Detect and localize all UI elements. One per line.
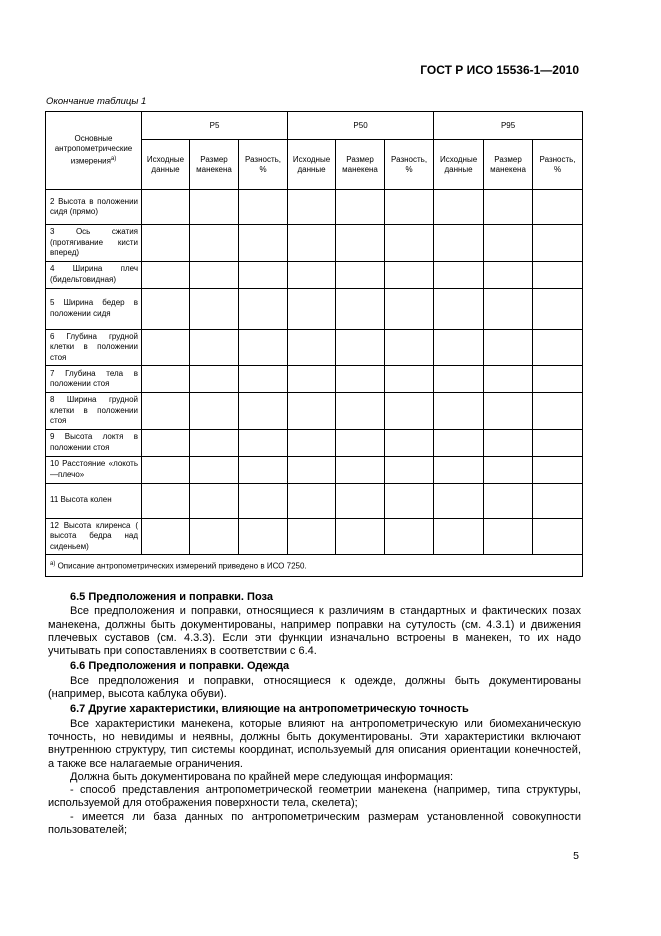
empty-cell [336,261,385,288]
empty-cell [533,393,583,430]
empty-cell [239,393,288,430]
subcolumn-header: Разность, % [533,140,583,190]
empty-cell [385,393,434,430]
empty-cell [239,288,288,329]
paragraph: - имеется ли база данных по антропометрическим размерам установленной совокупности пользователей; [48,810,581,837]
empty-cell [239,366,288,393]
empty-cell [336,518,385,555]
empty-cell [533,288,583,329]
row-label: 3 Ось сжатия (протягивание кисти вперед) [46,225,142,262]
empty-cell [190,190,239,225]
empty-cell [288,225,336,262]
empty-cell [484,190,533,225]
row-header-label: Основные антропометрические измерения$^{а)}$ [46,112,142,190]
row-label: 7 Глубина тела в положении стоя [46,366,142,393]
empty-cell [142,393,190,430]
empty-cell [142,366,190,393]
subcolumn-header: Разность, % [239,140,288,190]
row-label: 11 Высота колен [46,483,142,518]
table-row [46,261,583,288]
section-heading: 6.6 Предположения и поправки. Одежда [70,660,290,673]
empty-cell [288,366,336,393]
empty-cell [190,329,239,366]
section-heading: 6.5 Предположения и поправки. Поза [70,591,273,603]
empty-cell [142,225,190,262]
empty-cell [484,329,533,366]
body-text [48,589,581,837]
empty-cell [142,190,190,225]
empty-cell [239,429,288,456]
empty-cell [533,456,583,483]
empty-cell [484,225,533,262]
empty-cell [142,429,190,456]
empty-cell [239,225,288,262]
empty-cell [385,329,434,366]
empty-cell [142,288,190,329]
empty-cell [288,456,336,483]
empty-cell [288,261,336,288]
empty-cell [385,366,434,393]
empty-cell [288,429,336,456]
row-label: 9 Высота локтя в положении стоя [46,429,142,456]
empty-cell [533,261,583,288]
group-header: P50 [288,112,434,140]
empty-cell [385,225,434,262]
empty-cell [288,483,336,518]
empty-cell [288,329,336,366]
empty-cell [190,483,239,518]
empty-cell [484,261,533,288]
empty-cell [533,518,583,555]
empty-cell [336,225,385,262]
paragraph: Все характеристики манекена, которые влияют на антропометрическую или биомеханическую точность, но невидимы и неявны, должны быть документированы. Эти характеристики включают внутреннюю структуру, тип системы координат, используемый для описания ориентации конечностей, а также все налагаемые ограничения. [48,717,581,770]
empty-cell [434,393,484,430]
empty-cell [533,483,583,518]
empty-cell [533,329,583,366]
row-label: 2 Высота в положении сидя (прямо) [46,190,142,225]
table-row [46,456,583,483]
empty-cell [239,261,288,288]
empty-cell [533,366,583,393]
table-row [46,329,583,366]
table-caption: Окончание таблицы 1 [46,96,147,107]
empty-cell [190,456,239,483]
table-row [46,429,583,456]
empty-cell [190,518,239,555]
table-row [46,483,583,518]
row-label: 10 Расстояние «локоть—плечо» [46,456,142,483]
row-label: 8 Ширина грудной клетки в положении стоя [46,393,142,430]
empty-cell [533,190,583,225]
empty-cell [239,483,288,518]
empty-cell [239,518,288,555]
empty-cell [142,456,190,483]
empty-cell [434,225,484,262]
empty-cell [190,393,239,430]
empty-cell [434,518,484,555]
row-label: 12 Высота клиренса ( высота бедра над сиденьем) [46,518,142,555]
empty-cell [484,429,533,456]
empty-cell [484,483,533,518]
empty-cell [385,190,434,225]
empty-cell [385,483,434,518]
empty-cell [239,329,288,366]
empty-cell [142,518,190,555]
empty-cell [336,366,385,393]
empty-cell [533,429,583,456]
page-number: 5 [573,850,579,862]
empty-cell [484,288,533,329]
empty-cell [190,261,239,288]
table-footnote: $^{а)}$ Описание антропометрических измерений приведено в ИСО 7250. [46,555,583,577]
anthropometric-table [45,111,583,577]
empty-cell [484,456,533,483]
empty-cell [484,393,533,430]
subcolumn-header: Размер манекена [190,140,239,190]
table-row [46,393,583,430]
group-header: P5 [142,112,288,140]
empty-cell [434,190,484,225]
empty-cell [533,225,583,262]
table-row [46,366,583,393]
empty-cell [336,483,385,518]
empty-cell [142,261,190,288]
empty-cell [336,190,385,225]
table-row [46,518,583,555]
empty-cell [385,518,434,555]
row-label: 5 Ширина бедер в положении сидя [46,288,142,329]
empty-cell [336,393,385,430]
empty-cell [484,366,533,393]
subcolumn-header: Размер манекена [484,140,533,190]
empty-cell [288,190,336,225]
empty-cell [190,288,239,329]
section-heading: 6.7 Другие характеристики, влияющие на антропометрическую точность [70,703,469,716]
document-code: ГОСТ Р ИСО 15536-1—2010 [420,63,579,77]
empty-cell [385,261,434,288]
empty-cell [336,429,385,456]
empty-cell [434,456,484,483]
row-label: 6 Глубина грудной клетки в положении стоя [46,329,142,366]
empty-cell [434,366,484,393]
empty-cell [190,429,239,456]
empty-cell [190,366,239,393]
empty-cell [484,518,533,555]
subcolumn-header: Разность, % [385,140,434,190]
group-header: P95 [434,112,583,140]
subcolumn-header: Размер манекена [336,140,385,190]
empty-cell [385,429,434,456]
empty-cell [385,288,434,329]
empty-cell [434,429,484,456]
table-row [46,190,583,225]
row-label: 4 Ширина плеч (бидельтовидная) [46,261,142,288]
empty-cell [142,483,190,518]
empty-cell [239,456,288,483]
empty-cell [385,456,434,483]
empty-cell [336,288,385,329]
empty-cell [190,225,239,262]
subcolumn-header: Исходные данные [434,140,484,190]
empty-cell [239,190,288,225]
empty-cell [336,456,385,483]
subcolumn-header: Исходные данные [288,140,336,190]
paragraph: Должна быть документирована по крайней мере следующая информация: [70,770,454,783]
table-row [46,225,583,262]
table-row [46,288,583,329]
empty-cell [288,393,336,430]
paragraph: - способ представления антропометрической геометрии манекена (например, типа структуры, используемой для отображения поверхности тела, скелета); [48,784,581,810]
paragraph: Все предположения и поправки, относящиеся к одежде, должны быть документированы (например, высота каблука обуви). [48,674,581,701]
empty-cell [434,329,484,366]
empty-cell [142,329,190,366]
subcolumn-header: Исходные данные [142,140,190,190]
empty-cell [288,288,336,329]
paragraph: Все предположения и поправки, относящиеся к различиям в стандартных и фактических позах манекена, должны быть документированы, например поправки на сутулость (см. 4.3.1) и движения плечевых суставов (см. 4.3.3). Если эти функции изначально встроены в манекен, то их надо учитывать при сопоставлениях в соответствии с 6.4. [48,605,581,658]
empty-cell [288,518,336,555]
empty-cell [434,288,484,329]
empty-cell [336,329,385,366]
empty-cell [434,483,484,518]
empty-cell [434,261,484,288]
